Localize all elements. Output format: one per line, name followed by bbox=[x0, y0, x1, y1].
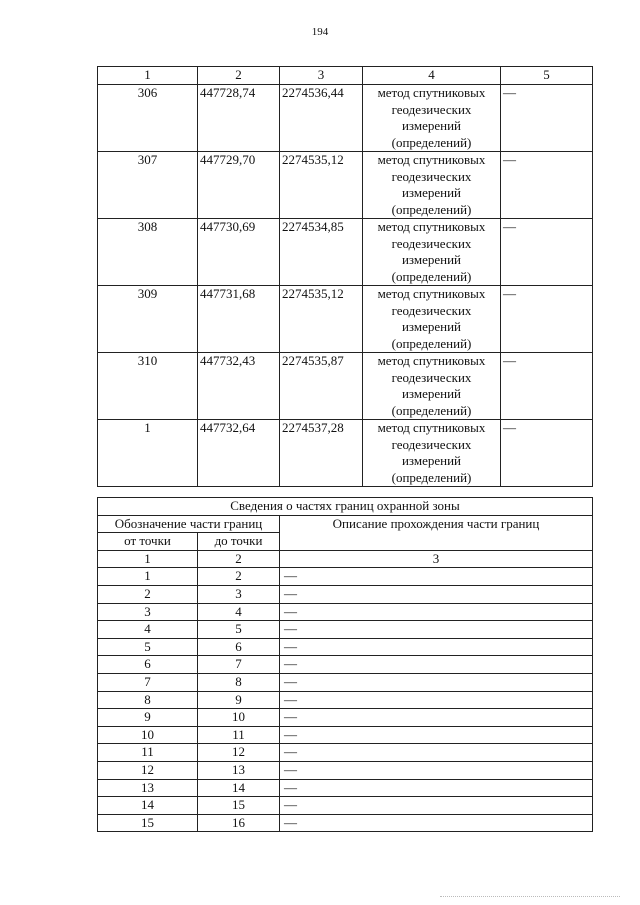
parts-row bbox=[98, 709, 593, 727]
part-description: — bbox=[280, 709, 593, 727]
determination-method: метод спутниковых геодезических измерений (определений) bbox=[363, 286, 501, 353]
coords-row bbox=[98, 219, 593, 286]
determination-method: метод спутниковых геодезических измерений (определений) bbox=[363, 85, 501, 152]
coords-row bbox=[98, 420, 593, 487]
coords-header-3: 3 bbox=[280, 67, 363, 85]
from-point: 10 bbox=[98, 726, 198, 744]
coords-header-2: 2 bbox=[198, 67, 280, 85]
point-number: 309 bbox=[98, 286, 198, 353]
parts-numbering-row bbox=[98, 550, 593, 568]
note: — bbox=[501, 152, 593, 219]
y-coordinate: 2274534,85 bbox=[280, 219, 363, 286]
from-point: 7 bbox=[98, 673, 198, 691]
from-point: 4 bbox=[98, 621, 198, 639]
y-coordinate: 2274537,28 bbox=[280, 420, 363, 487]
from-point: 13 bbox=[98, 779, 198, 797]
part-description: — bbox=[280, 761, 593, 779]
from-point: 1 bbox=[98, 568, 198, 586]
parts-row bbox=[98, 761, 593, 779]
description-header: Описание прохождения части границ bbox=[280, 515, 593, 550]
note: — bbox=[501, 420, 593, 487]
coords-header-row bbox=[98, 67, 593, 85]
parts-row bbox=[98, 603, 593, 621]
parts-row bbox=[98, 797, 593, 815]
to-point: 10 bbox=[198, 709, 280, 727]
coords-row bbox=[98, 85, 593, 152]
to-point: 3 bbox=[198, 585, 280, 603]
x-coordinate: 447732,43 bbox=[198, 353, 280, 420]
numbering-2: 2 bbox=[198, 550, 280, 568]
parts-row bbox=[98, 621, 593, 639]
numbering-1: 1 bbox=[98, 550, 198, 568]
point-number: 306 bbox=[98, 85, 198, 152]
to-point: 6 bbox=[198, 638, 280, 656]
x-coordinate: 447730,69 bbox=[198, 219, 280, 286]
y-coordinate: 2274535,12 bbox=[280, 152, 363, 219]
part-description: — bbox=[280, 585, 593, 603]
to-point: 14 bbox=[198, 779, 280, 797]
determination-method: метод спутниковых геодезических измерений (определений) bbox=[363, 420, 501, 487]
to-point: 12 bbox=[198, 744, 280, 762]
to-point: 16 bbox=[198, 814, 280, 832]
from-point: 11 bbox=[98, 744, 198, 762]
part-description: — bbox=[280, 726, 593, 744]
y-coordinate: 2274535,87 bbox=[280, 353, 363, 420]
point-number: 307 bbox=[98, 152, 198, 219]
numbering-3: 3 bbox=[280, 550, 593, 568]
to-point: 5 bbox=[198, 621, 280, 639]
designation-header: Обозначение части границ bbox=[98, 515, 280, 533]
parts-row bbox=[98, 814, 593, 832]
part-description: — bbox=[280, 673, 593, 691]
from-point: 8 bbox=[98, 691, 198, 709]
to-point: 13 bbox=[198, 761, 280, 779]
determination-method: метод спутниковых геодезических измерений (определений) bbox=[363, 152, 501, 219]
part-description: — bbox=[280, 779, 593, 797]
to-point: 2 bbox=[198, 568, 280, 586]
parts-title-row bbox=[98, 498, 593, 516]
part-description: — bbox=[280, 603, 593, 621]
point-number: 1 bbox=[98, 420, 198, 487]
point-number: 310 bbox=[98, 353, 198, 420]
coords-header-4: 4 bbox=[363, 67, 501, 85]
note: — bbox=[501, 85, 593, 152]
y-coordinate: 2274535,12 bbox=[280, 286, 363, 353]
x-coordinate: 447728,74 bbox=[198, 85, 280, 152]
to-point-header: до точки bbox=[198, 533, 280, 551]
point-number: 308 bbox=[98, 219, 198, 286]
parts-row bbox=[98, 568, 593, 586]
to-point: 7 bbox=[198, 656, 280, 674]
from-point: 3 bbox=[98, 603, 198, 621]
determination-method: метод спутниковых геодезических измерений (определений) bbox=[363, 219, 501, 286]
scan-artifact-line bbox=[440, 896, 620, 899]
part-description: — bbox=[280, 691, 593, 709]
to-point: 8 bbox=[198, 673, 280, 691]
coords-row bbox=[98, 353, 593, 420]
determination-method: метод спутниковых геодезических измерений (определений) bbox=[363, 353, 501, 420]
coords-row bbox=[98, 152, 593, 219]
from-point: 6 bbox=[98, 656, 198, 674]
to-point: 4 bbox=[198, 603, 280, 621]
part-description: — bbox=[280, 568, 593, 586]
from-point: 15 bbox=[98, 814, 198, 832]
parts-row bbox=[98, 656, 593, 674]
coords-header-1: 1 bbox=[98, 67, 198, 85]
from-point: 12 bbox=[98, 761, 198, 779]
x-coordinate: 447731,68 bbox=[198, 286, 280, 353]
coords-header-5: 5 bbox=[501, 67, 593, 85]
part-description: — bbox=[280, 797, 593, 815]
parts-row bbox=[98, 691, 593, 709]
parts-table-title: Сведения о частях границ охранной зоны bbox=[98, 498, 593, 516]
parts-row bbox=[98, 744, 593, 762]
coordinates-table bbox=[97, 66, 593, 487]
x-coordinate: 447732,64 bbox=[198, 420, 280, 487]
parts-row bbox=[98, 726, 593, 744]
page-number: 194 bbox=[311, 26, 329, 38]
x-coordinate: 447729,70 bbox=[198, 152, 280, 219]
y-coordinate: 2274536,44 bbox=[280, 85, 363, 152]
from-point: 2 bbox=[98, 585, 198, 603]
to-point: 9 bbox=[198, 691, 280, 709]
note: — bbox=[501, 219, 593, 286]
parts-row bbox=[98, 585, 593, 603]
to-point: 11 bbox=[198, 726, 280, 744]
part-description: — bbox=[280, 638, 593, 656]
parts-row bbox=[98, 673, 593, 691]
parts-header-row bbox=[98, 515, 593, 533]
note: — bbox=[501, 353, 593, 420]
note: — bbox=[501, 286, 593, 353]
coords-row bbox=[98, 286, 593, 353]
from-point: 9 bbox=[98, 709, 198, 727]
from-point: 14 bbox=[98, 797, 198, 815]
part-description: — bbox=[280, 744, 593, 762]
parts-row bbox=[98, 779, 593, 797]
part-description: — bbox=[280, 656, 593, 674]
from-point-header: от точки bbox=[98, 533, 198, 551]
boundary-parts-table bbox=[97, 497, 593, 832]
parts-row bbox=[98, 638, 593, 656]
part-description: — bbox=[280, 814, 593, 832]
from-point: 5 bbox=[98, 638, 198, 656]
to-point: 15 bbox=[198, 797, 280, 815]
part-description: — bbox=[280, 621, 593, 639]
